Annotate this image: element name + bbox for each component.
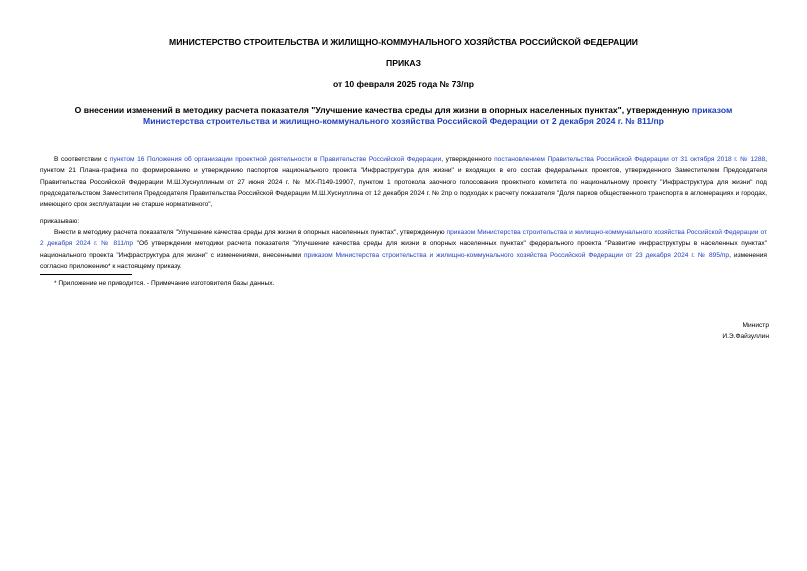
footnote-divider [40, 274, 132, 275]
order-text-2: "Об утверждении методики расчета показателя "Улучшение качества среды для жизни в опорных населенных пунктах" федерального проекта "Развитие инфраструктуры в населенных пунктах" национального проекта "Инфраструктура для жизни" с изменениями, внесенными [40, 240, 767, 259]
order-paragraph [40, 227, 767, 272]
resolution-link[interactable]: постановлением Правительства Российской Федерации от 31 октября 2018 г. № 1288 [494, 156, 766, 163]
preamble-text-2: , утвержденного [441, 156, 495, 163]
ministry-heading: МИНИСТЕРСТВО СТРОИТЕЛЬСТВА И ЖИЛИЩНО-КОММУНАЛЬНОГО ХОЗЯЙСТВА РОССИЙСКОЙ ФЕДЕРАЦИИ [169, 37, 638, 47]
document-title [62, 105, 745, 128]
footnote: * Приложение не приводится. - Примечание изготовителя базы данных. [54, 280, 275, 287]
signature-name: И.Э.Файзуллин [722, 333, 769, 340]
regulation-link[interactable]: пунктом 16 Положения об организации проектной деятельности в Правительстве Российской Федерации [109, 156, 442, 163]
signature-position: Министр [742, 322, 769, 329]
title-text: О внесении изменений в методику расчета показателя "Улучшение качества среды для жизни в опорных населенных пунктах", утвержденную [74, 105, 692, 115]
order-text-3: , изменения согласно приложению* к настоящему приказу. [40, 251, 767, 270]
preamble-text-3: , пунктом 21 Плана-графика по формированию и утверждению паспортов национального проекта "Инфраструктура для жизни" и входящих в его состав федеральных проектов, утвержденного Заместителем Председателя Правительства Российской Федерации М.Ш.Хуснуллиным от 27 июня 2024 г. № МХ-П149-19907, пунктом 1 протокола заочного голосования проектного комитета по национальному проекту "Инфраструктура для жизни" под председательством Заместителя Председателя Правительства Российской Федерации М.Ш.Хуснуллина от 12 декабря 2024 г. № 2пр о подходах к расчету показателя "Доля парков общественного транспорта в агломерациях и городах, имеющего срок эксплуатации не старше нормативного", [40, 156, 768, 209]
document-type: ПРИКАЗ [386, 58, 421, 68]
preamble-paragraph [40, 154, 767, 210]
order-895-link[interactable]: приказом Министерства строительства и жилищно-коммунального хозяйства Российской Федерации от 23 декабря 2024 г. № 895/пр [303, 251, 730, 259]
title-order-link[interactable]: приказом Министерства строительства и жилищно-коммунального хозяйства Российской Федерации от 2 декабря 2024 г. № 811/пр [143, 105, 733, 127]
order-text-1: Внести в методику расчета показателя "Улучшение качества среды для жизни в опорных населенных пунктах", утвержденную [54, 229, 447, 236]
document-date: от 10 февраля 2025 года № 73/пр [332, 79, 475, 89]
order-word: приказываю: [40, 218, 80, 225]
order-811-link[interactable]: приказом Министерства строительства и жилищно-коммунального хозяйства Российской Федерации от 2 декабря 2024 г. № 811/пр [40, 229, 767, 248]
preamble-text-1: В соответствии с [54, 156, 110, 163]
